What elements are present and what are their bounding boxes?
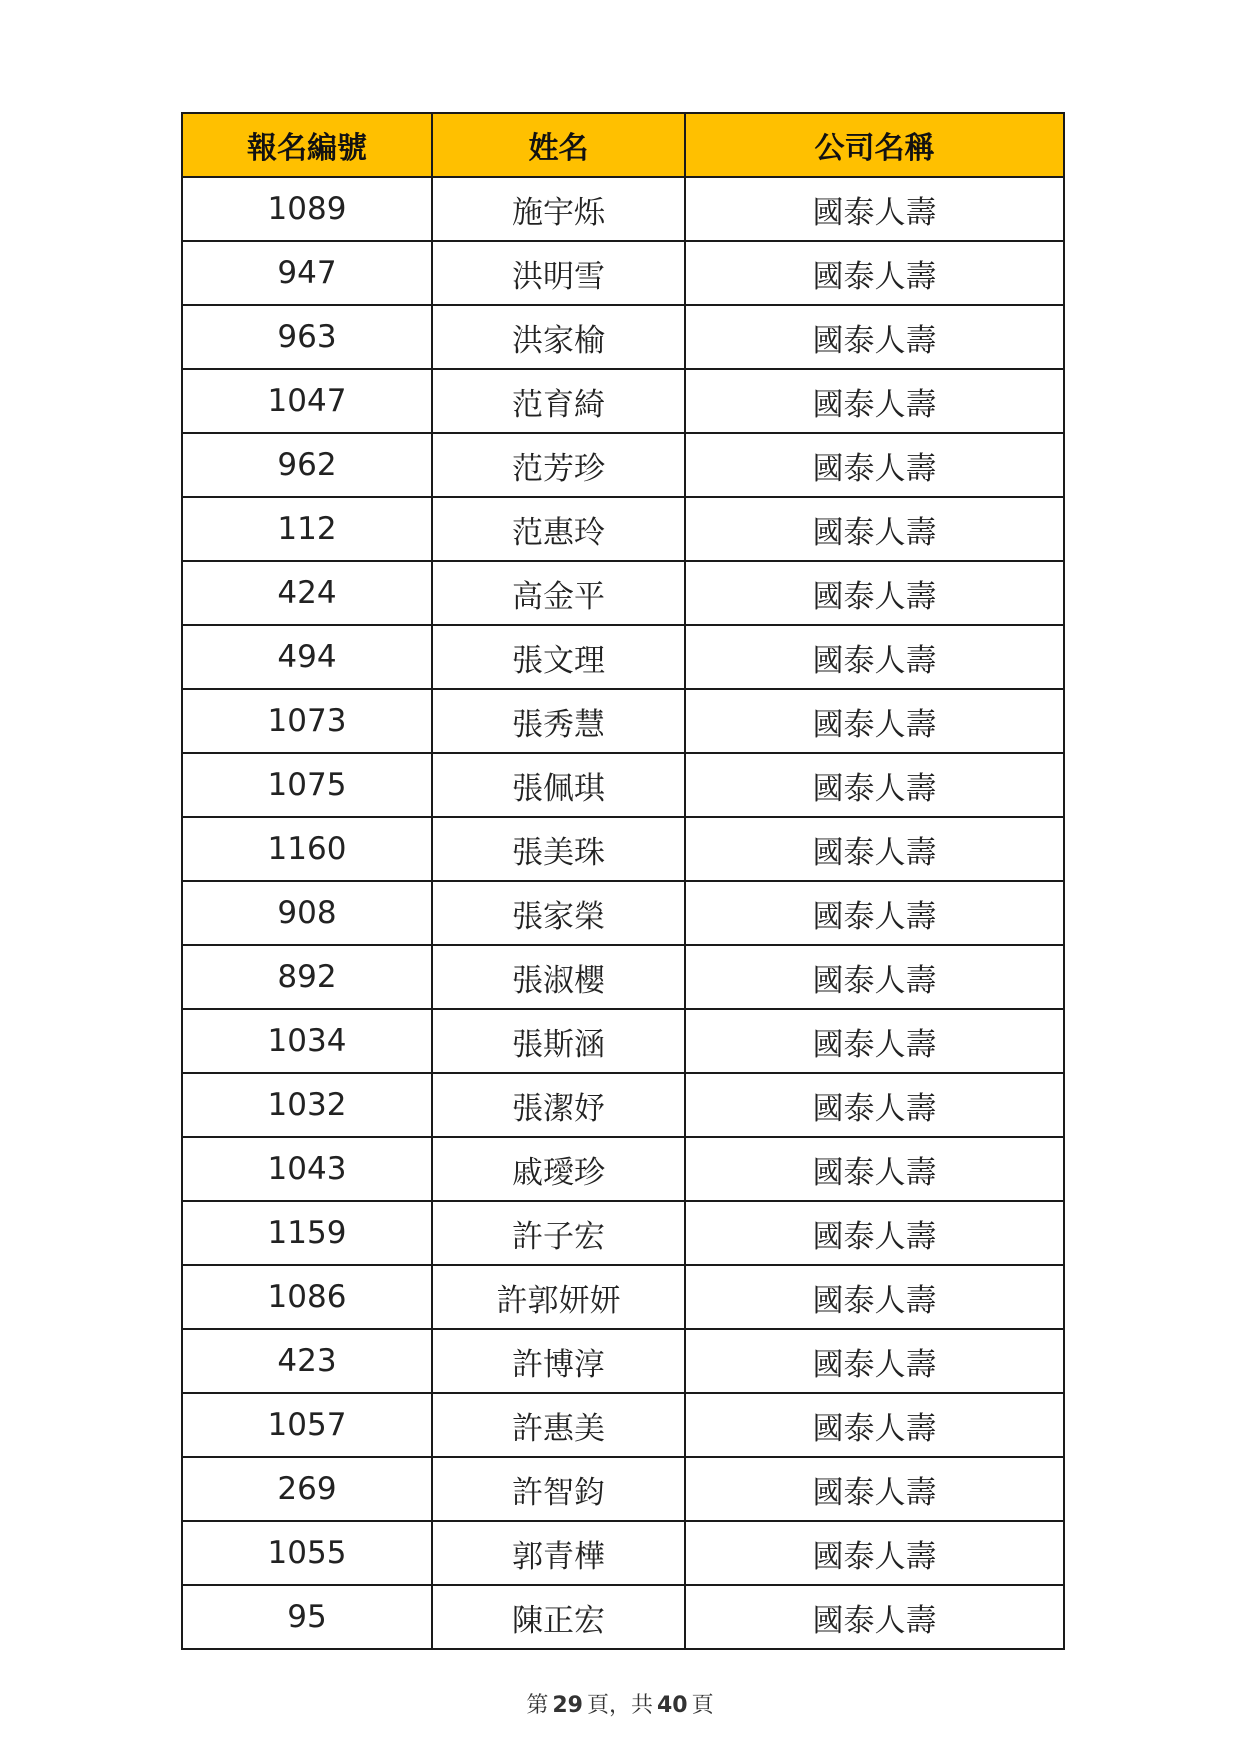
cell-registration-number: 269 xyxy=(182,1457,432,1521)
cell-registration-number: 947 xyxy=(182,241,432,305)
cell-name: 施宇烁 xyxy=(432,177,685,241)
cell-registration-number: 1057 xyxy=(182,1393,432,1457)
cell-company-name: 國泰人壽 xyxy=(685,1329,1064,1393)
cell-name: 張潔妤 xyxy=(432,1073,685,1137)
cell-name: 郭青樺 xyxy=(432,1521,685,1585)
cell-name: 洪明雪 xyxy=(432,241,685,305)
cell-company-name: 國泰人壽 xyxy=(685,817,1064,881)
cell-company-name: 國泰人壽 xyxy=(685,177,1064,241)
table-row xyxy=(182,1585,1064,1649)
table-row xyxy=(182,689,1064,753)
footer-total-pages: 40 xyxy=(657,1693,688,1718)
cell-registration-number: 1159 xyxy=(182,1201,432,1265)
column-header-company-name: 公司名稱 xyxy=(685,113,1064,177)
cell-company-name: 國泰人壽 xyxy=(685,369,1064,433)
cell-registration-number: 1034 xyxy=(182,1009,432,1073)
table-body xyxy=(182,177,1064,1649)
table-row xyxy=(182,1329,1064,1393)
cell-company-name: 國泰人壽 xyxy=(685,1393,1064,1457)
cell-name: 張秀慧 xyxy=(432,689,685,753)
cell-name: 陳正宏 xyxy=(432,1585,685,1649)
column-header-registration-number: 報名編號 xyxy=(182,113,432,177)
footer-middle: 頁，共 xyxy=(586,1693,653,1718)
table-row xyxy=(182,305,1064,369)
page-footer xyxy=(0,1688,1240,1719)
table-row xyxy=(182,945,1064,1009)
cell-name: 洪家榆 xyxy=(432,305,685,369)
cell-company-name: 國泰人壽 xyxy=(685,945,1064,1009)
cell-company-name: 國泰人壽 xyxy=(685,433,1064,497)
table-row xyxy=(182,1393,1064,1457)
cell-company-name: 國泰人壽 xyxy=(685,241,1064,305)
cell-company-name: 國泰人壽 xyxy=(685,1137,1064,1201)
cell-name: 許博淳 xyxy=(432,1329,685,1393)
cell-registration-number: 1032 xyxy=(182,1073,432,1137)
cell-company-name: 國泰人壽 xyxy=(685,881,1064,945)
table-row xyxy=(182,241,1064,305)
cell-company-name: 國泰人壽 xyxy=(685,497,1064,561)
table-row xyxy=(182,1009,1064,1073)
footer-prefix: 第 xyxy=(526,1693,549,1718)
table-header-row xyxy=(182,113,1064,177)
cell-name: 張斯涵 xyxy=(432,1009,685,1073)
table-row xyxy=(182,881,1064,945)
cell-registration-number: 1055 xyxy=(182,1521,432,1585)
cell-company-name: 國泰人壽 xyxy=(685,1073,1064,1137)
cell-name: 許惠美 xyxy=(432,1393,685,1457)
cell-name: 張文理 xyxy=(432,625,685,689)
table-row xyxy=(182,1073,1064,1137)
cell-registration-number: 892 xyxy=(182,945,432,1009)
cell-registration-number: 95 xyxy=(182,1585,432,1649)
cell-name: 許智鈞 xyxy=(432,1457,685,1521)
cell-registration-number: 423 xyxy=(182,1329,432,1393)
table-row xyxy=(182,1265,1064,1329)
table-row xyxy=(182,369,1064,433)
cell-registration-number: 962 xyxy=(182,433,432,497)
cell-name: 張美珠 xyxy=(432,817,685,881)
cell-name: 張佩琪 xyxy=(432,753,685,817)
cell-registration-number: 1047 xyxy=(182,369,432,433)
cell-company-name: 國泰人壽 xyxy=(685,1585,1064,1649)
cell-name: 張淑櫻 xyxy=(432,945,685,1009)
registration-table xyxy=(181,112,1065,1650)
cell-company-name: 國泰人壽 xyxy=(685,625,1064,689)
table-row xyxy=(182,753,1064,817)
cell-company-name: 國泰人壽 xyxy=(685,1457,1064,1521)
table-row xyxy=(182,1521,1064,1585)
table-row xyxy=(182,1137,1064,1201)
cell-company-name: 國泰人壽 xyxy=(685,305,1064,369)
cell-name: 范惠玲 xyxy=(432,497,685,561)
cell-company-name: 國泰人壽 xyxy=(685,1201,1064,1265)
table-row xyxy=(182,561,1064,625)
table-row xyxy=(182,497,1064,561)
cell-name: 許郭妍妍 xyxy=(432,1265,685,1329)
cell-registration-number: 112 xyxy=(182,497,432,561)
footer-suffix: 頁 xyxy=(691,1693,714,1718)
cell-company-name: 國泰人壽 xyxy=(685,753,1064,817)
table-row xyxy=(182,1457,1064,1521)
cell-registration-number: 1075 xyxy=(182,753,432,817)
table-row xyxy=(182,177,1064,241)
cell-name: 高金平 xyxy=(432,561,685,625)
cell-name: 張家榮 xyxy=(432,881,685,945)
cell-registration-number: 1089 xyxy=(182,177,432,241)
cell-company-name: 國泰人壽 xyxy=(685,689,1064,753)
footer-current-page: 29 xyxy=(552,1693,583,1718)
table-row xyxy=(182,625,1064,689)
table-row xyxy=(182,1201,1064,1265)
cell-registration-number: 424 xyxy=(182,561,432,625)
cell-registration-number: 1043 xyxy=(182,1137,432,1201)
cell-company-name: 國泰人壽 xyxy=(685,1009,1064,1073)
cell-registration-number: 1073 xyxy=(182,689,432,753)
cell-name: 范芳珍 xyxy=(432,433,685,497)
table-row xyxy=(182,817,1064,881)
cell-company-name: 國泰人壽 xyxy=(685,561,1064,625)
table-row xyxy=(182,433,1064,497)
cell-registration-number: 1086 xyxy=(182,1265,432,1329)
cell-name: 戚璦珍 xyxy=(432,1137,685,1201)
cell-company-name: 國泰人壽 xyxy=(685,1265,1064,1329)
cell-registration-number: 908 xyxy=(182,881,432,945)
cell-registration-number: 963 xyxy=(182,305,432,369)
cell-company-name: 國泰人壽 xyxy=(685,1521,1064,1585)
column-header-name: 姓名 xyxy=(432,113,685,177)
cell-registration-number: 494 xyxy=(182,625,432,689)
cell-name: 范育綺 xyxy=(432,369,685,433)
cell-registration-number: 1160 xyxy=(182,817,432,881)
cell-name: 許子宏 xyxy=(432,1201,685,1265)
